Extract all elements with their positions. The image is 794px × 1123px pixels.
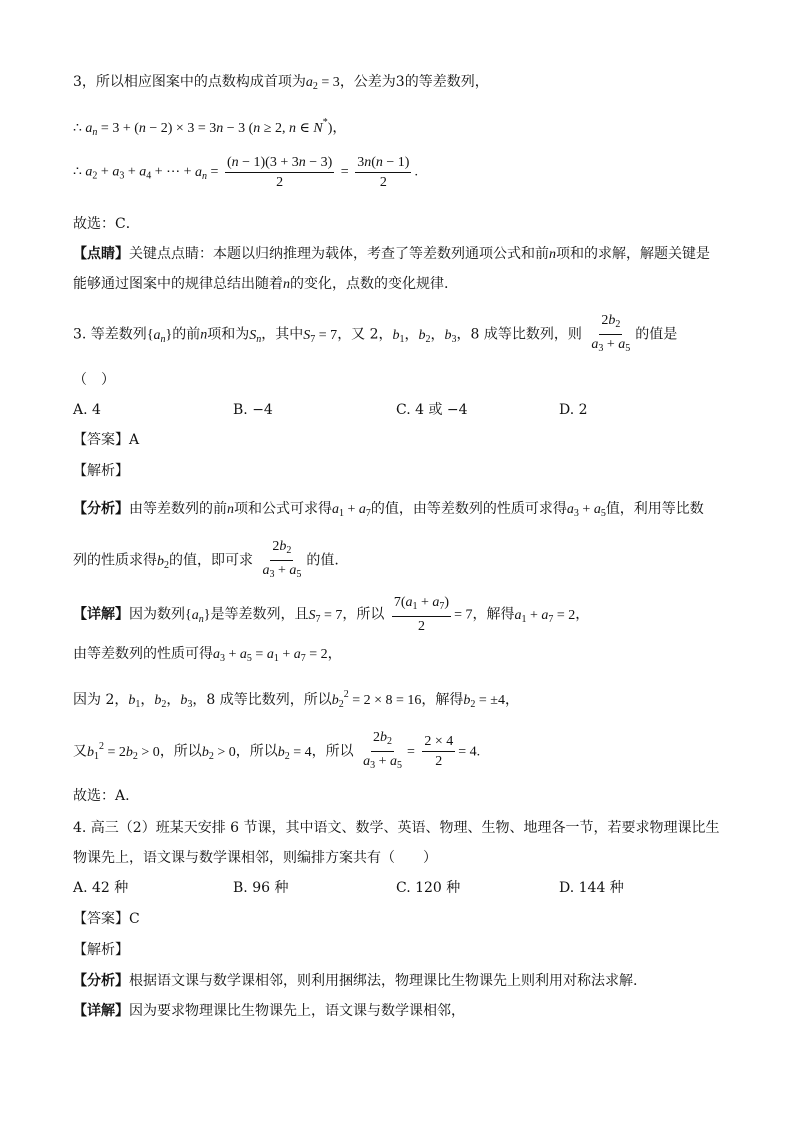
q3-analysis-2: 列的性质求得$b_2$的值，即可求 $\frac{2b_2}{a_3 + a_5}$ 的值. — [73, 539, 339, 580]
line-choose-c: 故选：C． — [73, 216, 140, 232]
option-b: B. 96 种 — [233, 880, 289, 896]
q3-answer: 【答案】A — [73, 432, 140, 448]
q4-analysis: 【分析】根据语文课与数学课相邻，则利用捆绑法，物理课比生物课先上则利用对称法求解. — [73, 973, 638, 989]
formula-a2: $a_2 = 3$ — [305, 75, 340, 92]
q3-analysis: 【分析】由等差数列的前n项和公式可求得$a_1 + a_7$的值，由等差数列的性质可求得$a_3 + a_5$值，利用等比数 — [73, 501, 704, 519]
q3-detail-2: 由等差数列的性质可得$a_3 + a_5 = a_1 + a_7 = 2$， — [73, 646, 342, 664]
question-4-line-1: 4. 高三（2）班某天安排 6 节课，其中语文、数学、英语、物理、生物、地理各一节，若要求物理课比生 — [73, 820, 720, 836]
q3-jiexi: 【解析】 — [73, 463, 129, 479]
q3-detail: 【详解】因为数列$\{a_n\}$是等差数列，且$S_7 = 7$，所以 $\frac{7(a_1 + a_7)}{2}$ = 7，解得$a_1 + a_7 = 2$， — [73, 595, 590, 634]
q3-detail-3: 因为 2，$b_1$，$b_2$，$b_3$，8 成等比数列，所以$b_2^2 = 2 \times 8 = 16$，解得$b_2 = \pm 4$， — [73, 689, 519, 710]
option-d: D. 2 — [559, 402, 588, 418]
question-3: 3. 等差数列$\{a_n\}$的前n项和为$S_n$，其中$S_7 = 7$，又 2，$b_1$，$b_2$，$b_3$，8 成等比数列，则 $\frac{2b_2}{a_3 + a_5}$ 的值是 — [73, 313, 678, 354]
q3-end: 故选：A. — [73, 788, 130, 804]
formula-sum: ∴ $a_2 + a_3 + a_4$ + ⋯ + $a_n$ = $\frac{(n - 1)(3 + 3n - 3)}{2}$ = $\frac{3n(n - 1)}{2}$ . — [73, 155, 418, 190]
q4-jiexi: 【解析】 — [73, 942, 129, 958]
question-3-paren: （ ） — [73, 372, 115, 388]
line-dianjing: 【点睛】关键点点睛：本题以归纳推理为载体，考查了等差数列通项公式和前n项和的求解，解题关键是 — [73, 246, 710, 262]
question-4-options — [73, 878, 673, 898]
q4-answer: 【答案】C — [73, 911, 140, 927]
question-4-line-2: 物课先上，语文课与数学课相邻，则编排方案共有（ ） — [73, 850, 437, 866]
q4-detail: 【详解】因为要求物理课比生物课先上，语文课与数学课相邻， — [73, 1003, 465, 1019]
option-b: B. −4 — [233, 402, 273, 418]
option-c: C. 120 种 — [396, 880, 461, 896]
line-1: 3，所以相应图案中的点数构成首项为$a_2 = 3$，公差为3的等差数列， — [73, 74, 489, 92]
q3-detail-4: 又$b_1^2 = 2b_2 > 0$，所以$b_2 > 0$，所以$b_2 = 4$，所以 $\frac{2b_2}{a_3 + a_5}$ = $\frac{2 \times 4}{2}$ = 4. — [73, 730, 481, 771]
line-dianjing-2: 能够通过图案中的规律总结出随着n的变化，点数的变化规律. — [73, 276, 449, 292]
option-c: C. 4 或 −4 — [396, 402, 468, 418]
formula-general-term: ∴ $a_n = 3 + (n - 2) \times 3 = 3n - 3$ (n ≥ 2, n ∈ N*)， — [73, 117, 347, 138]
option-a: A. 42 种 — [73, 880, 129, 896]
option-d: D. 144 种 — [559, 880, 624, 896]
question-3-options — [73, 400, 673, 420]
option-a: A. 4 — [73, 402, 101, 418]
